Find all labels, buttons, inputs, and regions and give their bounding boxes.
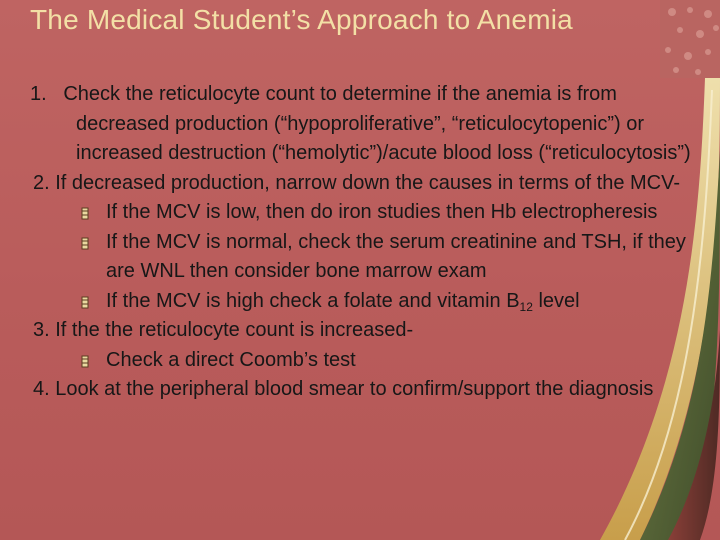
list-item-text: If the the reticulocyte count is increased- [55, 319, 414, 341]
sub-item-text: If the MCV is low, then do iron studies then Hb electropheresis [106, 201, 658, 223]
list-item-text: Check the reticulocyte count to determine if the anemia is from decreased production (“hypoproliferative”, “reticulocytopenic”) or increased destruction (“hemolytic”)/acute blood loss (“reticulocytosis”) [63, 83, 691, 164]
list-item-1 [30, 80, 710, 169]
slide-content [30, 80, 710, 405]
slide-title: The Medical Student’s Approach to Anemia [30, 4, 573, 35]
sub-item-text: Check a direct Coomb’s test [106, 348, 356, 371]
sub-item-text: If the MCV is high check a folate and vitamin B [106, 289, 520, 312]
list-item-3 [30, 316, 710, 346]
scroll-bullet-icon [80, 207, 90, 220]
subscript: 12 [519, 299, 533, 314]
sub-item [30, 228, 710, 287]
list-item-text: If decreased production, narrow down the causes in terms of the MCV- [55, 171, 681, 194]
list-item-text: Look at the peripheral blood smear to confirm/support the diagnosis [55, 378, 654, 400]
list-number: 1. [30, 83, 47, 105]
sub-item-text: If the MCV is normal, check the serum creatinine and TSH, if they are WNL then consider bone marrow exam [106, 230, 686, 282]
list-item-4 [30, 375, 710, 405]
list-number: 4. [33, 378, 50, 400]
scroll-bullet-icon [80, 296, 90, 309]
list-number: 2. [33, 171, 50, 194]
sub-item [30, 346, 710, 376]
list-item-2 [30, 169, 710, 199]
sub-item-suffix: level [532, 289, 580, 312]
sub-item [30, 287, 710, 317]
scroll-bullet-icon [80, 355, 90, 368]
sub-item [30, 198, 710, 228]
list-number: 3. [33, 319, 50, 341]
scroll-bullet-icon [80, 237, 90, 250]
